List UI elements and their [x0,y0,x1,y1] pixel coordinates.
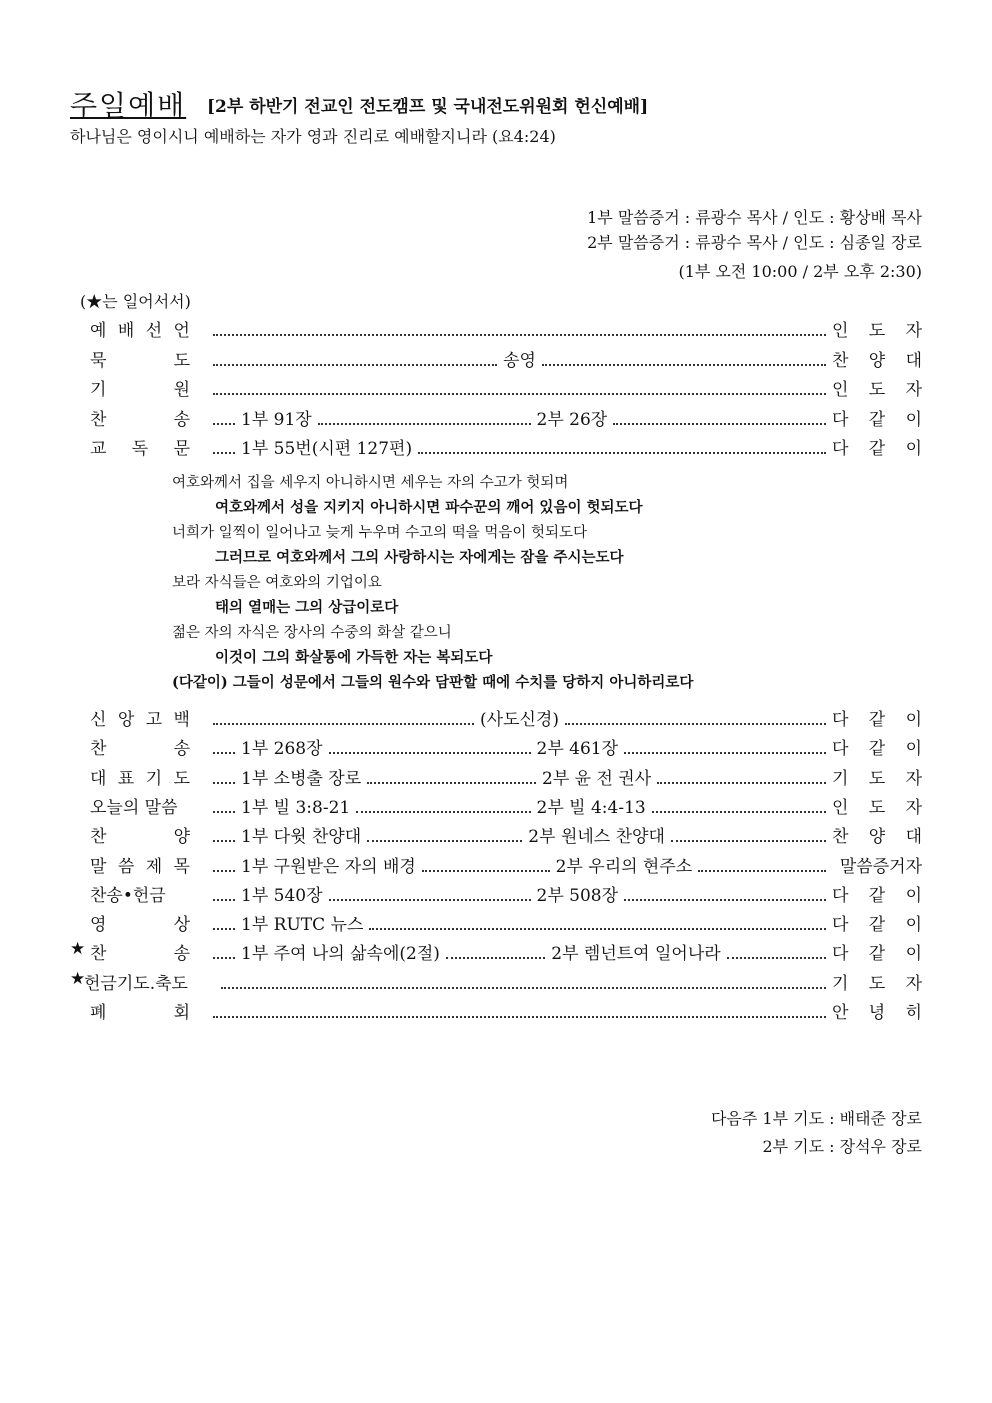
order-item-label-char: 제 [145,856,163,877]
order-item-responsible [832,316,922,341]
next-week-prayer-1: 다음주 1부 기도 : 배태준 장로 [710,1109,922,1128]
order-item-label-char: 양 [173,827,190,848]
order-item-label-char: 예 [90,321,107,341]
order-item-label [90,316,190,341]
order-item [70,881,922,907]
leader-dots [213,440,235,454]
service-time: (1부 오전 10:00 / 2부 오후 2:30) [678,262,922,281]
reading-response: 여호와께서 성을 지키지 아니하시면 파수꾼의 깨어 있음이 헛되도다 [215,499,643,516]
leader-dots [367,770,536,784]
order-item-label-char: 회 [173,1003,190,1023]
order-item-label-char: 선 [145,321,163,341]
leader-dots [329,740,531,754]
order-item-label: 헌금기도.축도 [84,973,188,994]
order-item-part1: 1부 91장 [241,409,312,430]
order-item-responsible [832,346,922,371]
leader-dots [367,828,522,842]
responsible-char: 기 [832,768,849,789]
order-item-part2: 2부 빌 4:4-13 [536,797,646,818]
responsible-char: 자 [905,797,922,818]
order-item-label-char: 찬 [90,944,107,965]
order-item-label-char: 송 [173,944,190,965]
order-item [70,998,922,1024]
leader-dots [624,740,826,754]
order-item-detail [207,405,922,430]
leader-dots [565,711,826,725]
responsible-char: 이 [905,944,923,965]
order-item-part1: 1부 빌 3:8-21 [241,797,351,818]
order-item [70,734,922,760]
responsible-char: 양 [868,827,886,848]
leader-dots [657,770,826,784]
order-item-label [90,998,190,1023]
order-item-label [90,705,190,730]
order-item-label-char: 목 [173,856,190,877]
responsible-char: 히 [905,1003,922,1023]
responsible-char: 같 [868,439,886,459]
order-item-label [90,939,190,964]
leader-dots [213,1004,826,1018]
order-item-part2: 2부 우리의 현주소 [555,856,693,877]
order-item-label [90,434,190,459]
responsible-char: 다 [832,409,849,430]
responsible-char: 자 [905,768,923,789]
responsible-char: 같 [868,915,886,936]
order-item [70,346,922,372]
leader-dots [624,887,826,901]
reading-response: 태의 열매는 그의 상급이로다 [215,599,399,616]
order-item-label: 오늘의 말씀 [90,797,178,818]
order-item-responsible [832,405,922,430]
order-item-label [90,375,190,400]
order-item-label-char: 원 [173,380,190,400]
leader-dots [671,828,826,842]
responsible-char: 인 [832,321,849,341]
order-item [70,405,922,431]
order-item [70,852,922,878]
order-item-responsible [832,939,922,964]
order-item-part2: 2부 461장 [536,739,619,760]
responsible-char: 다 [832,739,849,760]
order-item-label-char: 문 [173,439,190,459]
leader-dots [727,945,826,959]
order-item-label-char: 배 [117,321,135,341]
order-item-label-char: 말 [90,856,107,877]
order-item-label-char: 영 [90,915,107,936]
order-item-responsible: 말씀증거자 [839,856,922,877]
reading-response: 이것이 그의 화살통에 가득한 자는 복되도다 [215,649,493,666]
leader-dots [221,975,826,989]
order-item-detail [207,375,922,400]
responsible-char: 안 [832,1003,849,1023]
responsible-char: 같 [868,944,886,965]
order-item-label-char: 앙 [117,710,135,730]
responsible-char: 다 [832,885,849,906]
order-item-detail [207,881,922,906]
order-item-label [90,910,190,935]
responsible-char: 찬 [832,350,849,371]
responsible-char: 기 [832,973,849,994]
order-item-part2: 2부 렘넌트여 일어나라 [551,944,721,965]
stand-star-icon: ★ [70,939,86,960]
responsible-char: 이 [905,885,922,906]
order-item-label-char: 기 [145,768,163,789]
order-item-label-char: 송 [173,739,190,760]
responsible-char: 도 [868,797,886,818]
leader-dots [213,411,235,425]
order-item-responsible [832,793,922,818]
reading-response: (다같이) 그들이 성문에서 그들의 원수와 담판할 때에 수치를 당하지 아니하리로다 [172,674,694,691]
leader-dots [213,711,474,725]
responsible-char: 인 [832,797,849,818]
responsible-char: 자 [905,380,922,400]
stand-note: (★는 일어서서) [80,292,191,311]
leader-dots [542,352,826,366]
order-item-detail [207,910,922,935]
responsible-char: 도 [868,380,886,400]
responsible-char: 이 [905,439,922,459]
order-item-label [90,852,190,877]
order-item-label [90,346,190,371]
leader-dots [213,322,826,336]
responsible-char: 이 [905,739,922,760]
responsible-char: 다 [832,439,849,459]
responsible-char: 도 [868,973,886,994]
order-item-responsible [832,998,922,1023]
leader-dots [213,770,235,784]
reading-leader: 여호와께서 집을 세우지 아니하시면 세우는 자의 수고가 헛되며 [172,475,569,491]
order-item-label-char: 독 [131,439,149,459]
order-item-label [90,405,190,430]
leader-dots [213,887,235,901]
reading-leader: 너희가 일찍이 일어나고 늦게 누우며 수고의 떡을 먹음이 헛되도다 [172,525,588,541]
order-item-detail [207,852,922,877]
leader-dots [422,858,550,872]
order-item-responsible [832,375,922,400]
order-item-label-char: 폐 [90,1003,107,1023]
order-item [70,969,922,995]
order-item-detail [207,316,922,341]
responsible-char: 찬 [832,827,849,848]
service-subtitle: [2부 하반기 전교인 전도캠프 및 국내전도위원회 헌신예배] [207,97,649,117]
reading-leader: 보라 자식들은 여호와의 기업이요 [172,575,382,591]
order-item-part1: 1부 268장 [241,739,323,760]
leaders-line-2: 2부 말씀증거 : 류광수 목사 / 인도 : 심종일 장로 [587,233,922,252]
leaders-line-1: 1부 말씀증거 : 류광수 목사 / 인도 : 황상배 목사 [587,208,922,227]
responsible-char: 대 [905,827,923,848]
leader-dots [213,828,235,842]
responsible-char: 같 [868,710,886,730]
order-item-label-char: 도 [173,768,190,789]
leader-dots [418,440,826,454]
order-item-responsible [832,969,922,994]
order-item-part1: 1부 소병출 장로 [241,768,362,789]
leader-dots [446,945,545,959]
order-item-label-char: 송 [173,409,190,430]
responsible-char: 도 [868,321,886,341]
reading-response: 그러므로 여호와께서 그의 사랑하시는 자에게는 잠을 주시는도다 [215,549,624,566]
order-item-label-char: 표 [117,768,135,789]
reading-leader: 젊은 자의 자식은 장사의 수중의 화살 같으니 [172,625,452,641]
order-item-part2: 2부 윤 전 권사 [542,768,652,789]
order-item-label-char: 도 [173,350,190,371]
order-item-label: 찬송•헌금 [90,885,166,906]
responsible-char: 대 [905,350,923,371]
order-item-label-char: 묵 [90,350,107,371]
order-item-label-char: 찬 [90,409,107,430]
order-item [70,375,922,401]
responsible-char: 이 [905,710,923,730]
order-item-detail [207,705,922,730]
leader-dots [318,411,531,425]
theme-verse: 하나님은 영이시니 예배하는 자가 영과 진리로 예배할지니라 (요4:24) [70,127,556,146]
responsible-char: 도 [868,768,886,789]
responsible-char: 다 [832,915,849,936]
order-item-detail [207,998,922,1023]
order-item-responsible [832,822,922,847]
order-item [70,764,922,790]
order-item-part1: 1부 다윗 찬양대 [241,827,362,848]
next-week-prayer-2: 2부 기도 : 장석우 장로 [762,1137,922,1156]
order-item-detail [207,939,922,964]
order-item-label [90,764,190,789]
order-item-label-char: 찬 [90,827,107,848]
order-item-part2: (사도신경) [480,710,559,730]
order-item-label-char: 기 [90,380,107,400]
order-item [70,793,922,819]
order-item-label [90,734,190,759]
order-item-part2: 2부 508장 [536,885,619,906]
leader-dots [213,858,235,872]
responsible-char: 이 [905,915,922,936]
responsible-char: 자 [905,321,922,341]
order-item-responsible [832,764,922,789]
responsible-char: 이 [905,409,922,430]
order-item-detail [207,734,922,759]
order-item-responsible [832,881,922,906]
order-item-detail [207,764,922,789]
leader-dots [613,411,826,425]
order-item-part1: 1부 540장 [241,885,323,906]
leader-dots [356,799,530,813]
responsible-char: 다 [832,710,849,730]
responsible-char: 인 [832,380,849,400]
order-item-responsible [832,705,922,730]
leader-dots [329,887,531,901]
leader-dots [213,916,235,930]
order-item-label-char: 찬 [90,739,107,760]
leader-dots [213,740,235,754]
responsible-char: 자 [905,973,922,994]
responsible-char: 같 [868,739,886,760]
order-item-label-char: 상 [173,915,190,936]
order-item-label-char: 교 [90,439,107,459]
order-item-detail [207,434,922,459]
order-item [70,939,922,965]
order-item-label-char: 백 [173,710,190,730]
order-item-part1: 1부 55번(시편 127편) [241,439,413,459]
order-item [70,316,922,342]
responsible-char: 같 [868,409,886,430]
order-item-detail [207,822,922,847]
leader-dots [213,945,235,959]
responsible-char: 다 [832,944,849,965]
order-item-responsible [832,434,922,459]
order-item-responsible [832,734,922,759]
order-item-label [90,822,190,847]
order-item-part1: 1부 구원받은 자의 배경 [241,856,416,877]
stand-star-icon: ★ [70,968,86,989]
order-item [70,434,922,460]
order-item-part2: 2부 원네스 찬양대 [528,827,665,848]
order-item-part1: 1부 RUTC 뉴스 [241,915,364,936]
responsible-char: 양 [868,350,886,371]
order-item [70,705,922,731]
order-item-part2: 2부 26장 [536,409,608,430]
order-item-label-char: 신 [90,710,107,730]
order-item-part1: 1부 주여 나의 삶속에(2절) [241,944,440,965]
order-item-detail [207,793,922,818]
order-item-detail [215,969,922,994]
leader-dots [213,799,235,813]
leader-dots [652,799,826,813]
leader-dots [698,858,826,872]
leader-dots [213,381,826,395]
leader-dots [213,352,497,366]
responsible-char: 같 [868,885,886,906]
leader-dots [369,916,826,930]
order-item-label-char: 씀 [117,856,135,877]
order-item-label-char: 언 [173,321,190,341]
responsible-char: 녕 [868,1003,886,1023]
order-item-detail [207,346,922,371]
order-item-label-char: 고 [145,710,163,730]
order-item-label-char: 대 [90,768,107,789]
page-title: 주일예배 [70,89,187,122]
order-item-responsible [832,910,922,935]
order-item-part2: 송영 [503,350,536,371]
order-item [70,910,922,936]
order-item [70,822,922,848]
